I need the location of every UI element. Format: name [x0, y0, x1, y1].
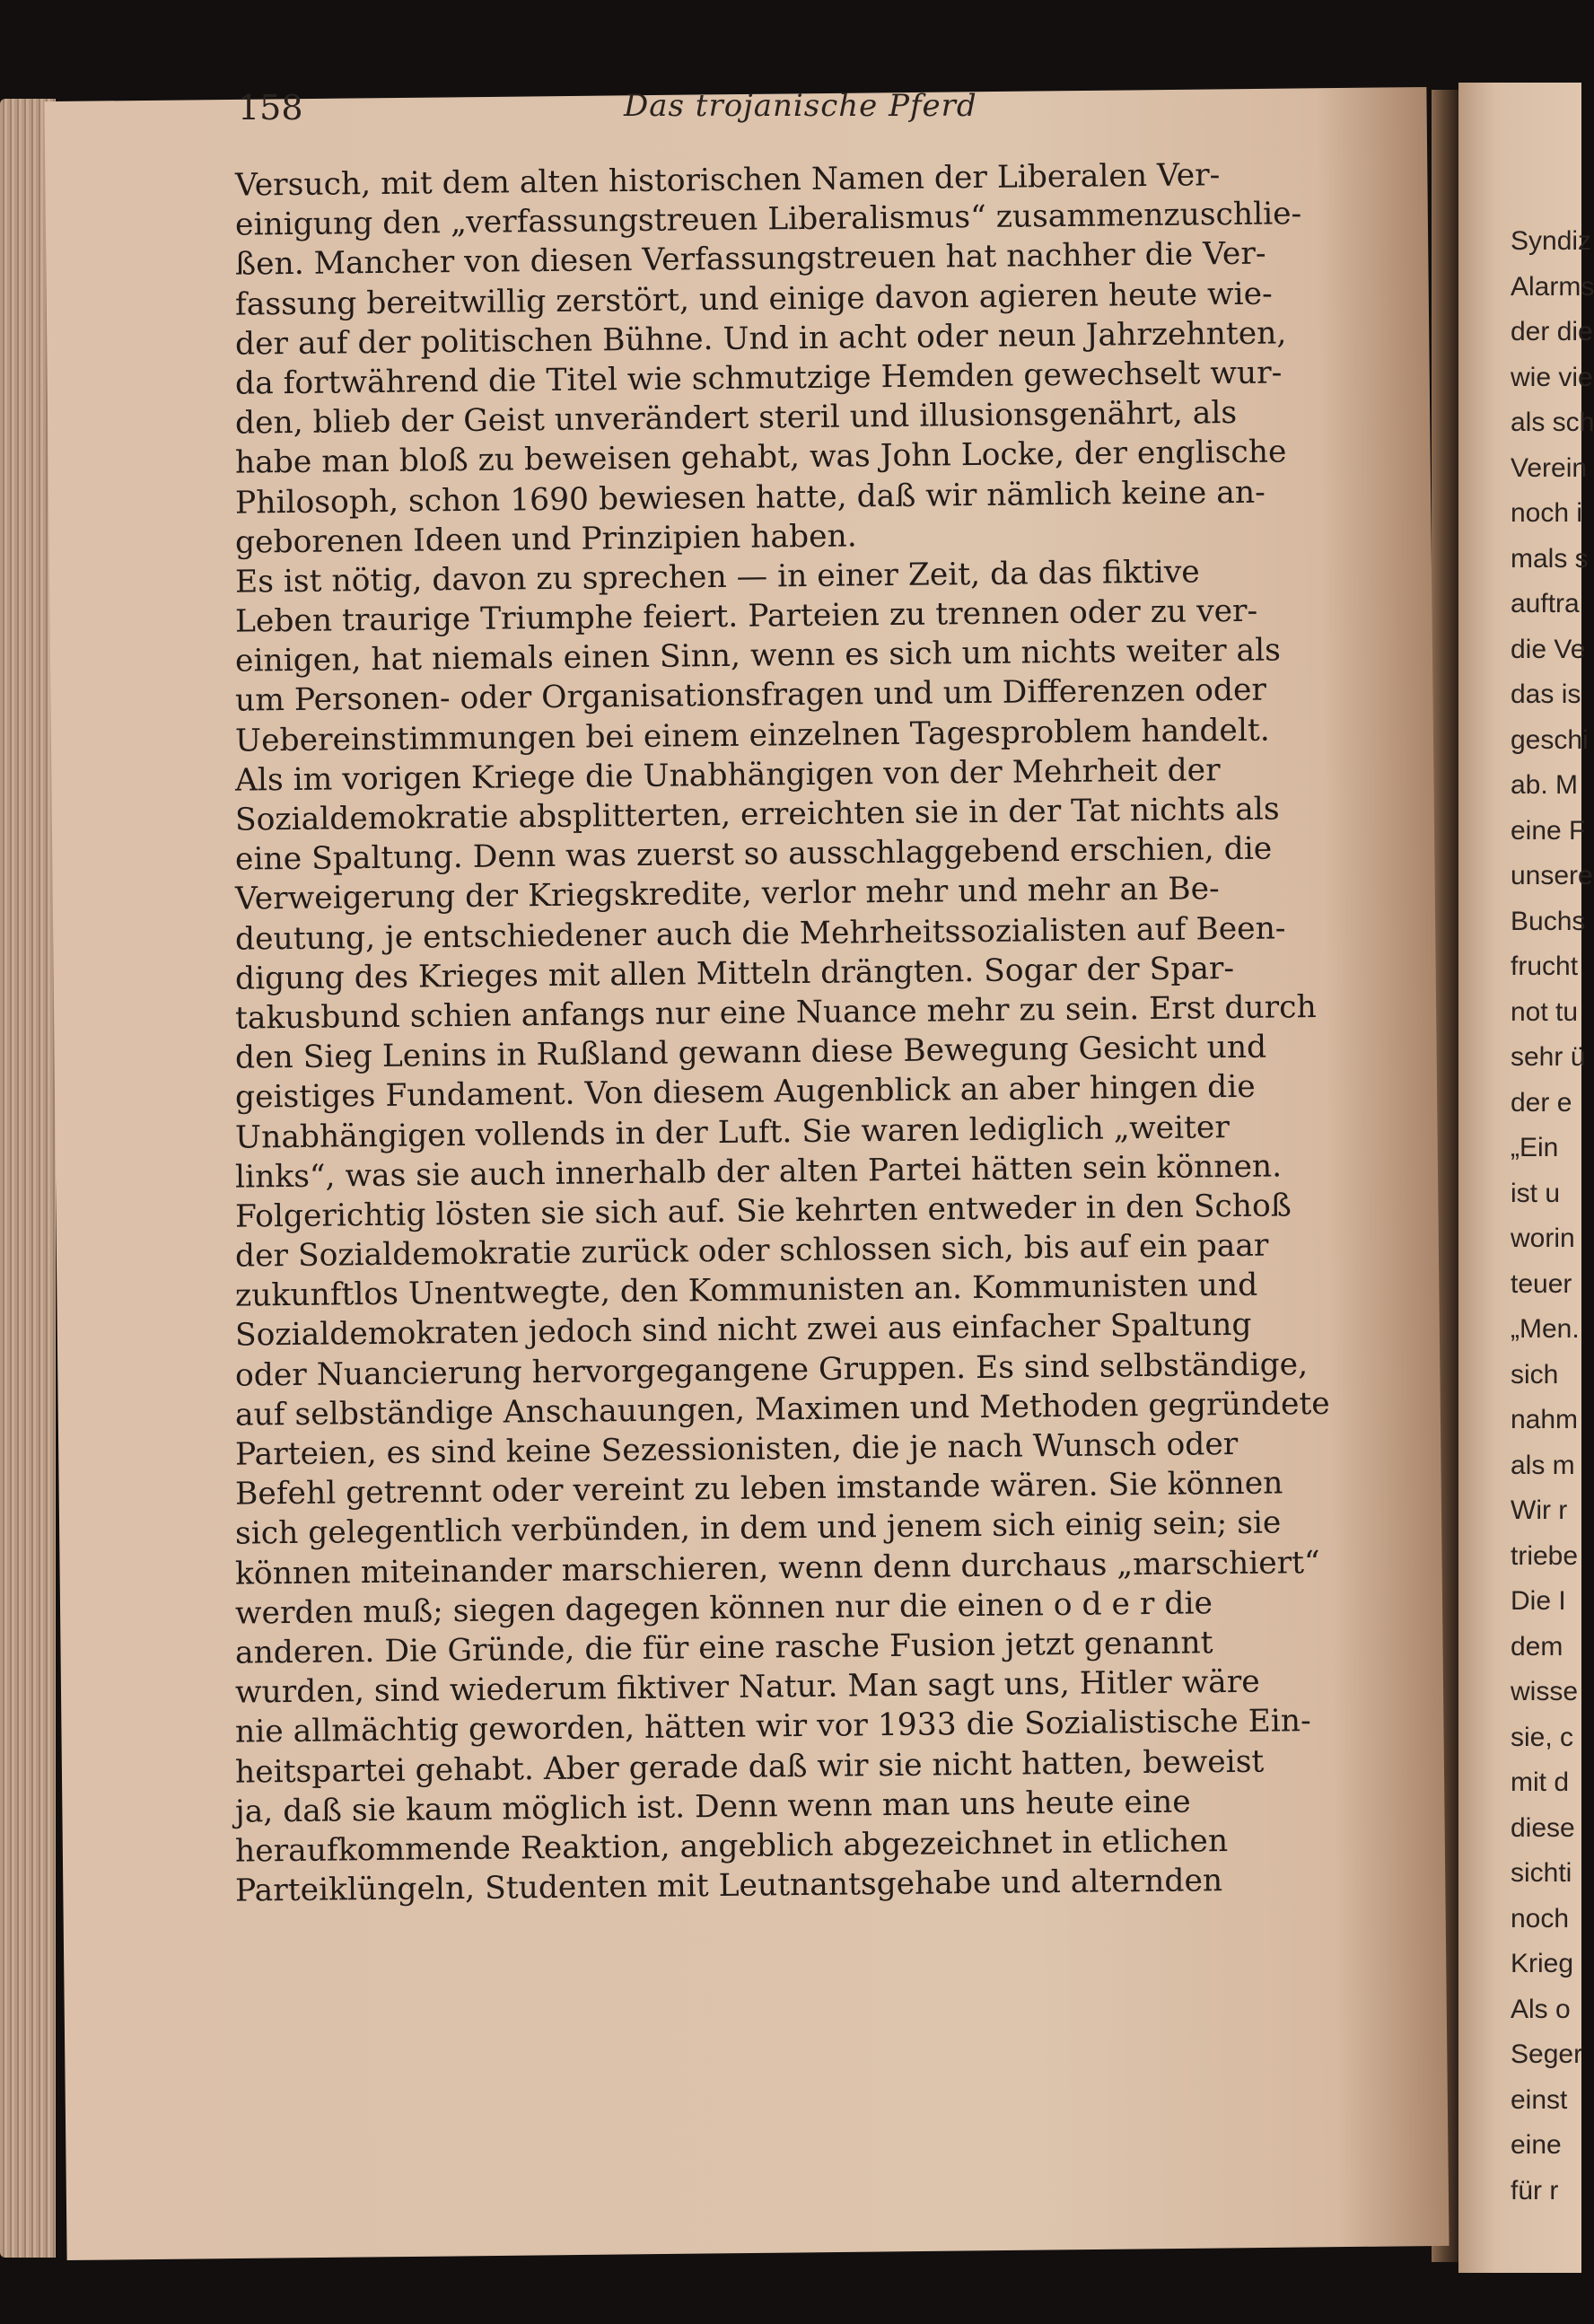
page-header — [238, 88, 1351, 142]
facing-page-line: worin — [1511, 1223, 1575, 1253]
facing-page-line: dem — [1511, 1631, 1563, 1662]
facing-page-line: der die — [1511, 317, 1593, 346]
facing-page-line: noch i — [1511, 498, 1583, 528]
text-line: den Sieg Lenins in Rußland gewann diese Bewegung Gesicht und — [234, 1029, 1267, 1076]
text-line: anderen. Die Gründe, die für eine rasche Fusion jetzt genannt — [234, 1625, 1213, 1671]
facing-page-line: Als o — [1511, 1994, 1571, 2024]
text-line: werden muß; siegen dagegen können nur die einen o d e r die — [234, 1584, 1213, 1632]
page-number: 158 — [238, 88, 303, 127]
text-line: können miteinander marschieren, wenn denn durchaus „marschiert“ — [234, 1544, 1320, 1592]
facing-page-line: triebe — [1511, 1540, 1579, 1571]
text-line: Befehl getrennt oder vereint zu leben imstande wären. Sie können — [234, 1465, 1283, 1513]
text-line: takusbund schien anfangs nur eine Nuance mehr zu sein. Erst durch — [234, 988, 1317, 1037]
facing-page-line: mit d — [1511, 1767, 1570, 1797]
text-line: nie allmächtig geworden, hätten wir vor 1933 die Sozialistische Ein- — [234, 1703, 1311, 1750]
facing-page-line: Alarms — [1511, 271, 1594, 302]
text-line: da fortwährend die Titel wie schmutzige Hemden gewechselt wur- — [234, 355, 1283, 402]
facing-page-line: mals s — [1511, 543, 1589, 574]
text-line: eine Spaltung. Denn was zuerst so ausschlaggebend erschien, die — [234, 830, 1273, 878]
facing-page-line: als m — [1511, 1450, 1575, 1480]
text-line: heraufkommende Reaktion, angeblich abgezeichnet in etlichen — [234, 1822, 1229, 1870]
text-line: einigung den „verfassungstreuen Liberalismus“ zusammenzuschlie- — [234, 196, 1302, 243]
facing-page-line: Syndiz — [1511, 226, 1592, 256]
running-title: Das trojanische Pferd — [624, 88, 977, 124]
facing-page-line: sich — [1511, 1359, 1559, 1390]
text-line: der Sozialdemokratie zurück oder schlossen sich, bis auf ein paar — [234, 1227, 1269, 1275]
facing-page-line: frucht — [1511, 952, 1579, 981]
facing-page-line: Buchs — [1511, 906, 1586, 936]
text-line: Als im vorigen Kriege die Unabhängigen von der Mehrheit der — [234, 751, 1221, 799]
text-line: Parteiklüngeln, Studenten mit Leutnantsgehabe und alternden — [234, 1863, 1223, 1909]
facing-page-line: sehr ü — [1511, 1042, 1586, 1072]
facing-page-line: Seger — [1511, 2039, 1583, 2069]
text-line: der auf der politischen Bühne. Und in acht oder neun Jahrzehnten, — [234, 315, 1287, 363]
facing-page — [1458, 83, 1594, 2273]
text-line: Sozialdemokratie absplitterten, erreichten sie in der Tat nichts als — [234, 791, 1280, 838]
text-line: um Personen- oder Organisationsfragen und um Differenzen oder — [234, 672, 1267, 720]
facing-page-line: das is — [1511, 680, 1581, 709]
facing-page-line: sie, c — [1511, 1722, 1574, 1752]
body-text — [234, 157, 1375, 1909]
text-line: Es ist nötig, davon zu sprechen — in einer Zeit, da das fiktive — [234, 554, 1200, 601]
text-line: fassung bereitwillig zerstört, und einige davon agieren heute wie- — [234, 276, 1273, 323]
text-line: den, blieb der Geist unverändert steril und illusionsgenährt, als — [234, 395, 1238, 442]
facing-page-line: als sch — [1511, 408, 1594, 437]
text-line: Versuch, mit dem alten historischen Namen der Liberalen Ver- — [234, 157, 1221, 204]
text-line: Parteien, es sind keine Sezessionisten, die je nach Wunsch oder — [234, 1425, 1239, 1473]
facing-page-line: noch — [1511, 1903, 1570, 1934]
text-line: deutung, je entschiedener auch die Mehrheitssozialisten auf Been- — [234, 909, 1286, 958]
text-line: Folgerichtig lösten sie sich auf. Sie kehrten entweder in den Schoß — [234, 1188, 1292, 1235]
facing-page-line: sichti — [1511, 1858, 1572, 1888]
facing-page-line: „Men. — [1511, 1314, 1580, 1344]
text-line: zukunftlos Unentwegte, den Kommunisten an. Kommunisten und — [234, 1267, 1258, 1314]
text-line: sich gelegentlich verbünden, in dem und jenem sich einig sein; sie — [234, 1504, 1282, 1553]
facing-page-line: eine — [1511, 2130, 1562, 2160]
text-line: Unabhängigen vollends in der Luft. Sie waren lediglich „weiter — [234, 1109, 1231, 1156]
facing-page-line: ab. M — [1511, 770, 1579, 800]
facing-page-line: diese — [1511, 1812, 1575, 1843]
facing-page-line: die Ve — [1511, 634, 1586, 664]
facing-page-line: nahm — [1511, 1405, 1579, 1434]
text-line: ja, daß sie kaum möglich ist. Denn wenn man uns heute eine — [234, 1784, 1191, 1830]
text-line: links“, was sie auch innerhalb der alten Partei hätten sein können. — [234, 1148, 1283, 1196]
facing-page-line: geschi — [1511, 724, 1589, 755]
facing-page-line: auftra — [1511, 589, 1580, 618]
text-line: oder Nuancierung hervorgegangene Gruppen. Es sind selbständige, — [234, 1346, 1309, 1394]
text-line: Philosoph, schon 1690 bewiesen hatte, daß wir nämlich keine an- — [234, 474, 1266, 522]
text-line: geborenen Ideen und Prinzipien haben. — [234, 518, 857, 561]
facing-page-line: Die I — [1511, 1586, 1566, 1616]
facing-page-line: der e — [1511, 1087, 1572, 1118]
facing-page-line: für r — [1511, 2175, 1559, 2206]
text-line: auf selbständige Anschauungen, Maximen und Methoden gegründete — [234, 1385, 1330, 1434]
facing-page-line: eine F — [1511, 815, 1586, 846]
text-line: ßen. Mancher von diesen Verfassungstreuen hat nachher die Ver- — [234, 235, 1266, 284]
facing-page-line: einst — [1511, 2084, 1568, 2115]
facing-page-line: Wir r — [1511, 1495, 1568, 1525]
text-line: habe man bloß zu beweisen gehabt, was John Locke, der englische — [234, 434, 1287, 481]
text-line: Verweigerung der Kriegskredite, verlor mehr und mehr an Be- — [234, 871, 1220, 918]
facing-page-line: teuer — [1511, 1268, 1572, 1299]
facing-page-line: wisse — [1511, 1677, 1579, 1706]
text-line: Sozialdemokraten jedoch sind nicht zwei aus einfacher Spaltung — [234, 1307, 1252, 1355]
facing-page-line: wie vie — [1511, 362, 1593, 392]
facing-page-line: „Ein — [1511, 1133, 1559, 1162]
text-line: Uebereinstimmungen bei einem einzelnen Tagesproblem handelt. — [234, 712, 1270, 759]
text-line: Leben traurige Triumphe feiert. Parteien zu trennen oder zu ver- — [234, 592, 1258, 640]
text-line: geistiges Fundament. Von diesem Augenblick an aber hingen die — [234, 1069, 1256, 1116]
facing-page-line: ist u — [1511, 1178, 1561, 1208]
text-line: digung des Krieges mit allen Mitteln drängten. Sogar der Spar- — [234, 950, 1235, 997]
facing-page-line: unsere — [1511, 861, 1593, 890]
facing-page-line: Verein — [1511, 452, 1588, 483]
facing-page-line: not tu — [1511, 996, 1579, 1027]
text-line: einigen, hat niemals einen Sinn, wenn es sich um nichts weiter als — [234, 632, 1282, 680]
facing-page-line: Krieg — [1511, 1949, 1574, 1978]
text-line: heitspartei gehabt. Aber gerade daß wir sie nicht hatten, beweist — [234, 1743, 1265, 1791]
text-line: wurden, sind wiederum fiktiver Natur. Man sagt uns, Hitler wäre — [234, 1663, 1260, 1711]
